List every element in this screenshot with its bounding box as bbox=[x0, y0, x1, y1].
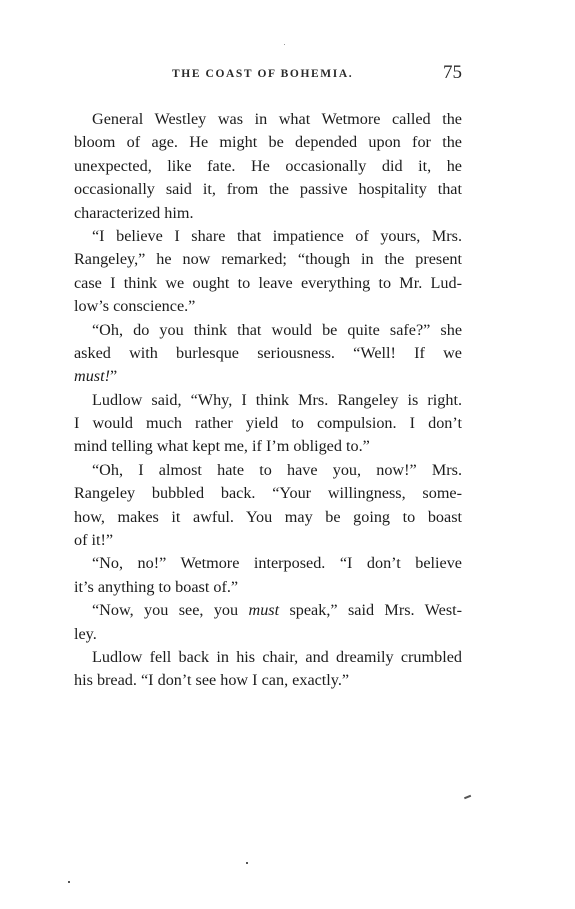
text-line bbox=[74, 178, 462, 201]
text-segment: ” bbox=[109, 367, 118, 386]
text-segment: General Westley was in what Wetmore called the bbox=[92, 110, 462, 128]
text-segment: Ludlow said, “Why, I think Mrs. Rangeley is right. bbox=[92, 390, 462, 409]
text-segment: low’s conscience.” bbox=[74, 297, 196, 316]
italic-text: must bbox=[248, 601, 280, 620]
running-title: THE COAST OF BOHEMIA. bbox=[172, 68, 354, 80]
text-line bbox=[74, 482, 462, 505]
page-number: 75 bbox=[443, 62, 462, 83]
text-segment: his bread. “I don’t see how I can, exactly.” bbox=[74, 671, 350, 690]
text-segment: ley. bbox=[74, 624, 97, 643]
text-line bbox=[74, 131, 462, 154]
text-line bbox=[74, 669, 462, 692]
text-line bbox=[74, 412, 462, 435]
text-segment: how, makes it awful. You may be going to boast bbox=[74, 507, 462, 526]
text-line bbox=[74, 529, 462, 552]
text-segment: asked with burlesque seriousness. “Well! If we bbox=[74, 343, 462, 362]
text-line bbox=[74, 459, 462, 482]
text-line bbox=[74, 248, 462, 271]
body-text bbox=[74, 108, 462, 693]
text-segment: “Oh, I almost hate to have you, now!” Mrs. bbox=[92, 460, 462, 479]
paragraph bbox=[74, 389, 462, 459]
text-line bbox=[74, 155, 462, 178]
text-segment: Ludlow fell back in his chair, and dreamily crumbled bbox=[92, 647, 462, 666]
text-segment: of it!” bbox=[74, 531, 114, 550]
print-speck-mark bbox=[284, 44, 285, 45]
paragraph bbox=[74, 225, 462, 319]
italic-text: must! bbox=[74, 367, 110, 386]
text-line bbox=[74, 389, 462, 412]
paragraph bbox=[74, 459, 462, 553]
text-segment: Rangeley bubbled back. “Your willingness, some- bbox=[74, 484, 462, 503]
paragraph bbox=[74, 599, 462, 646]
paragraph bbox=[74, 552, 462, 599]
text-segment: unexpected, like fate. He occasionally did it, he bbox=[74, 156, 462, 175]
print-speck-mark bbox=[68, 881, 70, 883]
text-segment: characterized him. bbox=[74, 203, 194, 222]
text-line bbox=[74, 552, 462, 575]
text-segment: Rangeley,” he now remarked; “though in the present bbox=[74, 250, 462, 269]
print-speck-mark bbox=[464, 795, 471, 799]
text-segment: “Oh, do you think that would be quite safe?” she bbox=[92, 320, 462, 339]
text-line bbox=[74, 623, 462, 646]
text-segment: case I think we ought to leave everything to Mr. Lud- bbox=[74, 273, 462, 292]
text-segment: “Now, you see, you bbox=[92, 601, 249, 620]
text-line bbox=[74, 435, 462, 458]
paragraph bbox=[74, 646, 462, 693]
text-line bbox=[74, 576, 462, 599]
text-segment: speak,” said Mrs. West- bbox=[279, 601, 463, 620]
text-line bbox=[74, 599, 462, 622]
text-line bbox=[74, 342, 462, 365]
text-segment: I would much rather yield to compulsion. I don’t bbox=[74, 414, 462, 433]
running-head bbox=[74, 62, 462, 88]
text-segment: “No, no!” Wetmore interposed. “I don’t believe bbox=[92, 554, 462, 573]
print-speck-mark bbox=[246, 862, 248, 864]
text-line bbox=[74, 225, 462, 248]
text-line bbox=[74, 646, 462, 669]
text-line bbox=[74, 365, 462, 388]
text-line bbox=[74, 108, 462, 131]
text-segment: mind telling what kept me, if I’m obliged to.” bbox=[74, 437, 370, 456]
text-segment: bloom of age. He might be depended upon for the bbox=[74, 133, 462, 152]
text-line bbox=[74, 295, 462, 318]
paragraph bbox=[74, 319, 462, 389]
text-line bbox=[74, 506, 462, 529]
text-line bbox=[74, 319, 462, 342]
text-segment: occasionally said it, from the passive hospitality that bbox=[74, 180, 462, 199]
paragraph bbox=[74, 108, 462, 225]
text-line bbox=[74, 272, 462, 295]
text-segment: it’s anything to boast of.” bbox=[74, 577, 239, 596]
text-segment: “I believe I share that impatience of yours, Mrs. bbox=[92, 226, 462, 245]
text-line bbox=[74, 202, 462, 225]
